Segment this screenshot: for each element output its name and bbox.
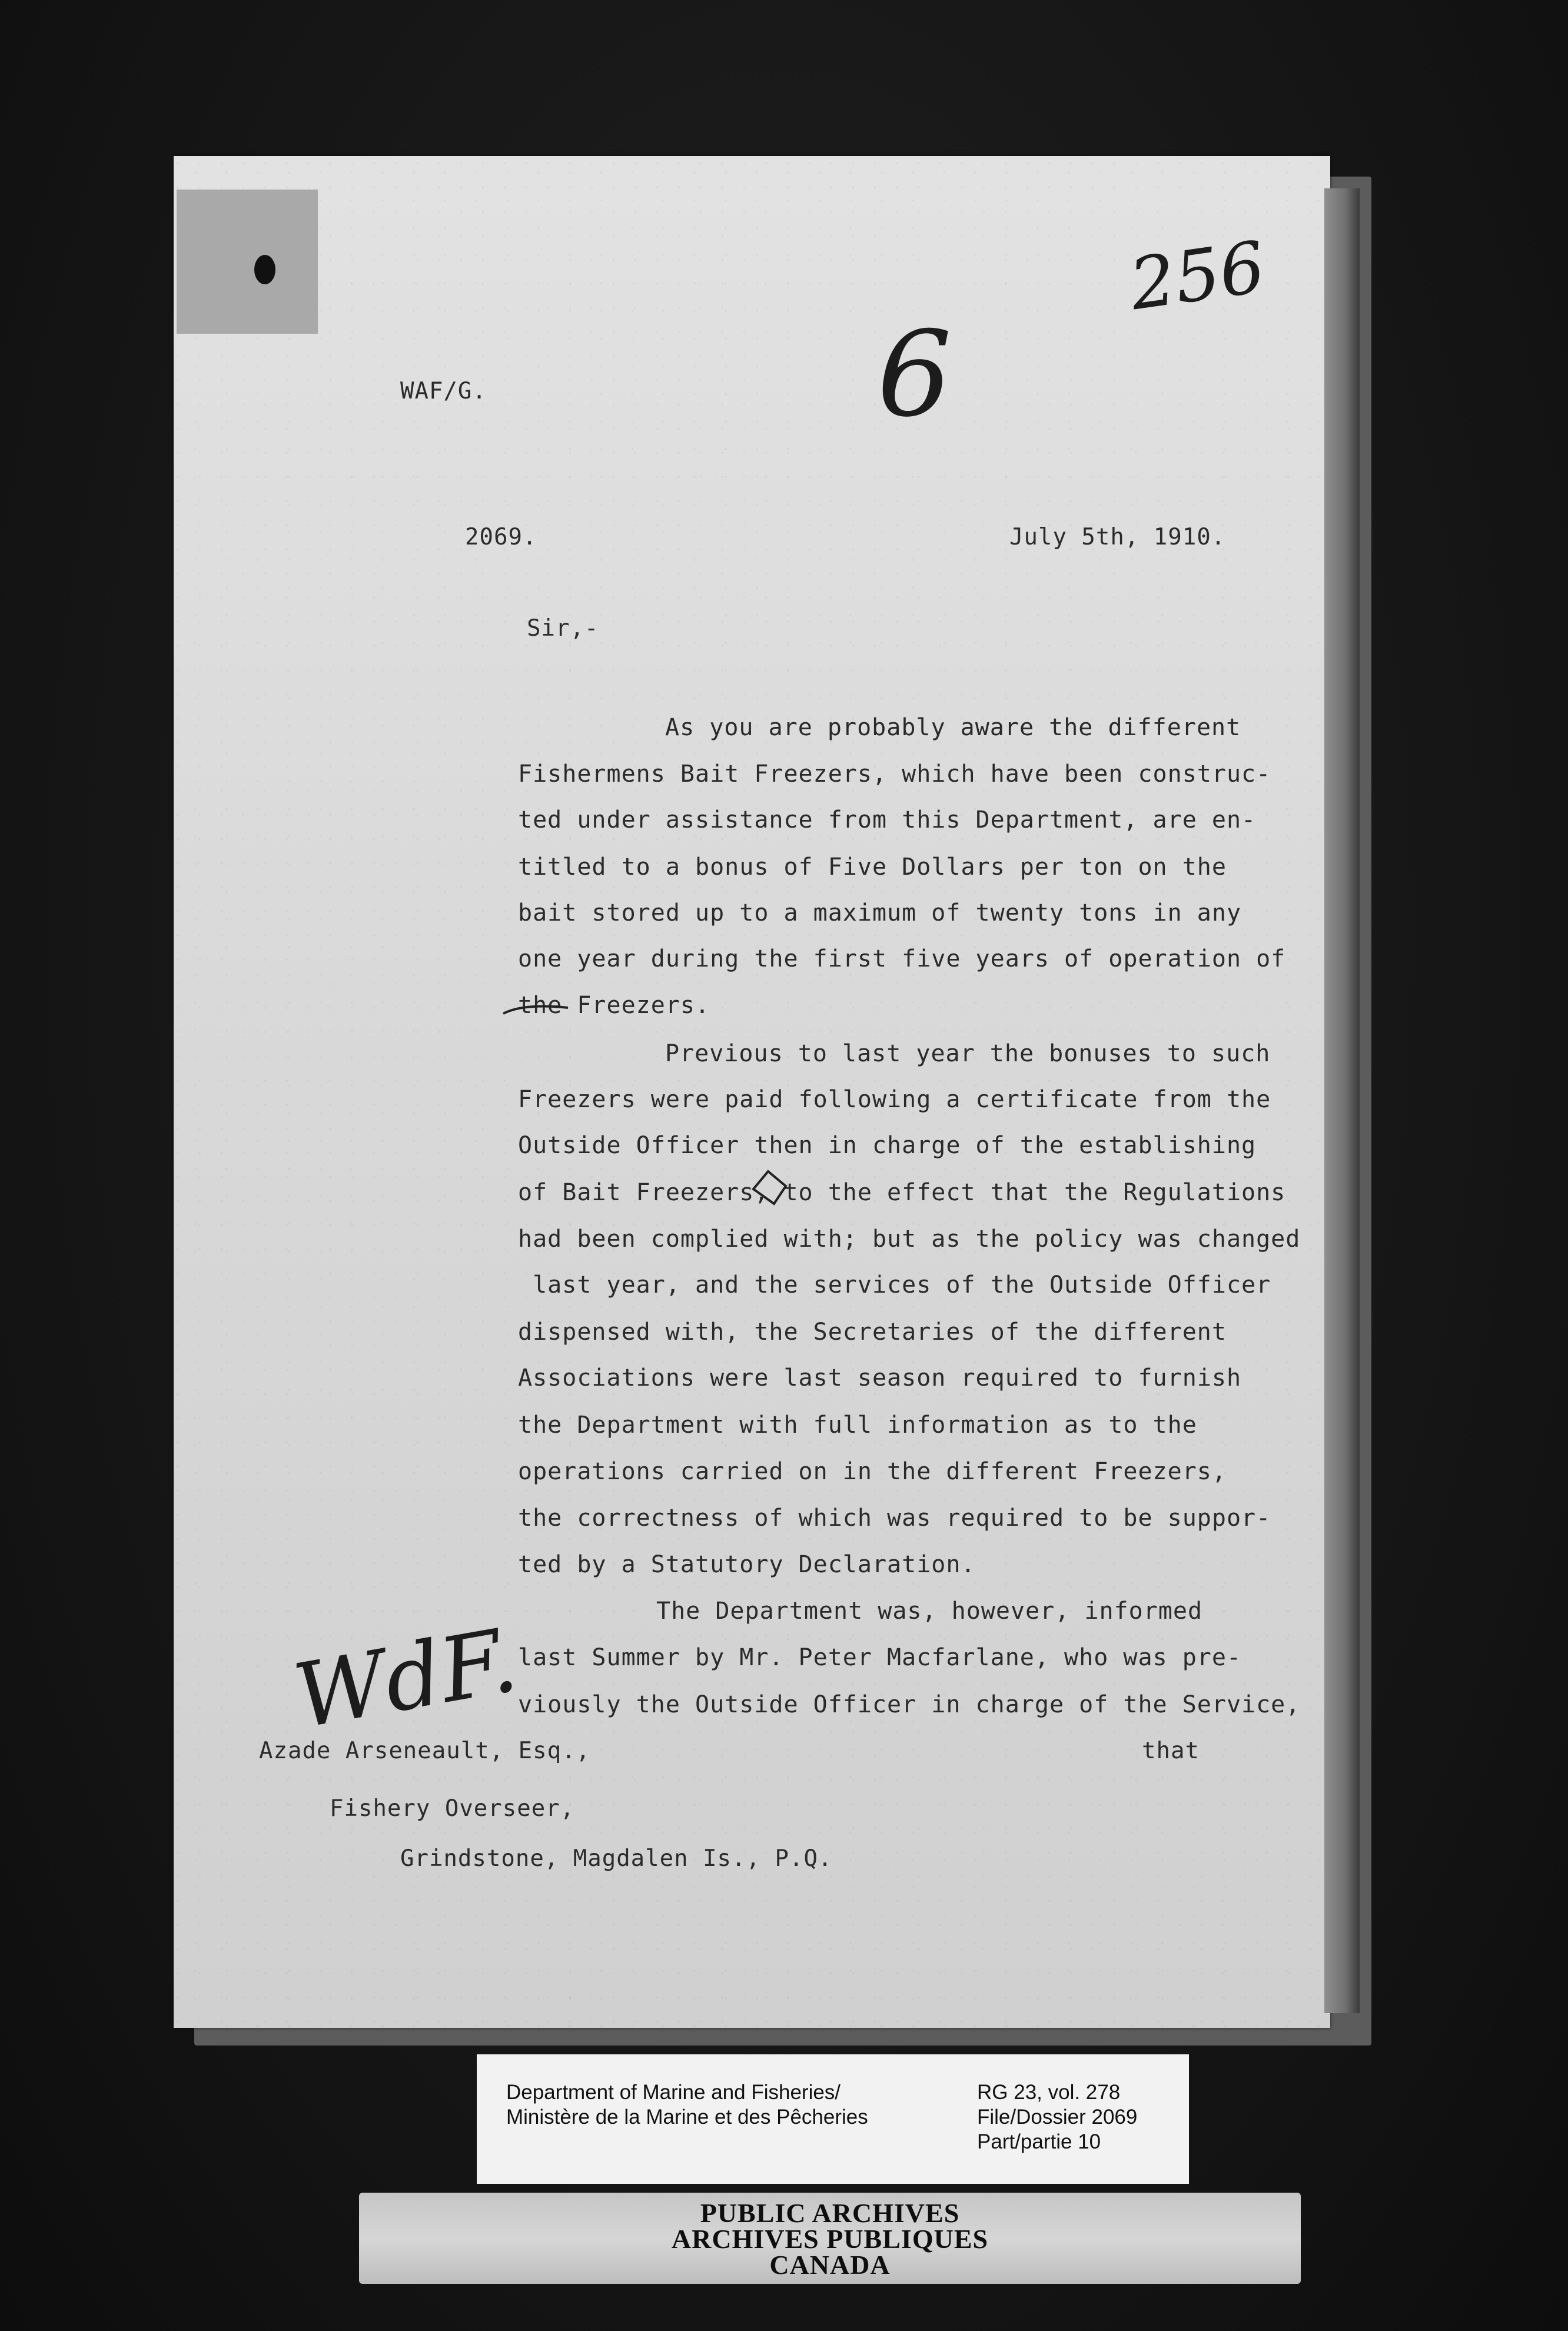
body-line: the Department with full information as to the [518, 1412, 1197, 1439]
addressee-title: Fishery Overseer, [330, 1795, 575, 1822]
addressee-name: Azade Arseneault, Esq., [259, 1738, 591, 1764]
body-line: the Freezers. [518, 992, 710, 1019]
body-line: dispensed with, the Secretaries of the different [518, 1319, 1227, 1346]
body-line: operations carried on in the different Freezers, [518, 1458, 1227, 1485]
file-reference: File/Dossier 2069 [977, 2106, 1138, 2129]
body-line: Previous to last year the bonuses to such [665, 1040, 1271, 1067]
pencil-underline [500, 1001, 571, 1018]
archive-label [477, 2054, 1189, 2184]
body-line: ted by a Statutory Declaration. [518, 1551, 976, 1578]
part-reference: Part/partie 10 [977, 2130, 1101, 2153]
folio-mark: 6 [877, 306, 952, 443]
body-line: of Bait Freezers, to the effect that the Regulations [518, 1179, 1286, 1206]
stamp-line-3: CANADA [769, 2250, 891, 2280]
body-line: last Summer by Mr. Peter Macfarlane, who was pre- [518, 1644, 1242, 1671]
body-line: Outside Officer then in charge of the establishing [518, 1132, 1257, 1159]
body-line: Fishermens Bait Freezers, which have been construc- [518, 761, 1271, 788]
stamp-line-2: ARCHIVES PUBLIQUES [671, 2224, 989, 2254]
body-line: last year, and the services of the Outside Officer [518, 1271, 1271, 1299]
body-line: bait stored up to a maximum of twenty tons in any [518, 899, 1242, 927]
body-line: titled to a bonus of Five Dollars per ton on the [518, 854, 1227, 881]
pencil-circle-mark [748, 1166, 795, 1213]
body-line: viously the Outside Officer in charge of the Service, [518, 1691, 1301, 1718]
tape-patch [177, 190, 318, 334]
salutation: Sir,- [527, 615, 599, 642]
body-line: As you are probably aware the different [665, 714, 1241, 741]
addressee-location: Grindstone, Magdalen Is., P.Q. [400, 1845, 833, 1872]
body-line: The Department was, however, informed [656, 1598, 1203, 1625]
initials-signature: WdF. [287, 1609, 524, 1749]
page-number: 256 [1125, 226, 1270, 327]
page-edge [1324, 188, 1360, 2013]
department-en: Department of Marine and Fisheries/ [506, 2081, 841, 2104]
stamp-line-1: PUBLIC ARCHIVES [700, 2198, 960, 2228]
department-fr: Ministère de la Marine et des Pêcheries [506, 2106, 868, 2129]
reference-code: WAF/G. [400, 378, 487, 404]
body-line: Freezers were paid following a certificate from the [518, 1086, 1271, 1113]
archives-stamp [359, 2193, 1301, 2284]
body-line: ted under assistance from this Department, are en- [518, 806, 1257, 834]
binder-hole [254, 255, 275, 284]
record-group: RG 23, vol. 278 [977, 2081, 1121, 2104]
body-line: Associations were last season required to furnish [518, 1364, 1242, 1392]
body-line: the correctness of which was required to be suppor- [518, 1505, 1271, 1532]
letter-date: July 5th, 1910. [1009, 524, 1226, 550]
body-line: one year during the first five years of operation of [518, 945, 1286, 972]
continuation-word: that [1142, 1738, 1200, 1764]
file-number: 2069. [465, 524, 537, 550]
body-line: had been complied with; but as the policy was changed [518, 1226, 1301, 1253]
